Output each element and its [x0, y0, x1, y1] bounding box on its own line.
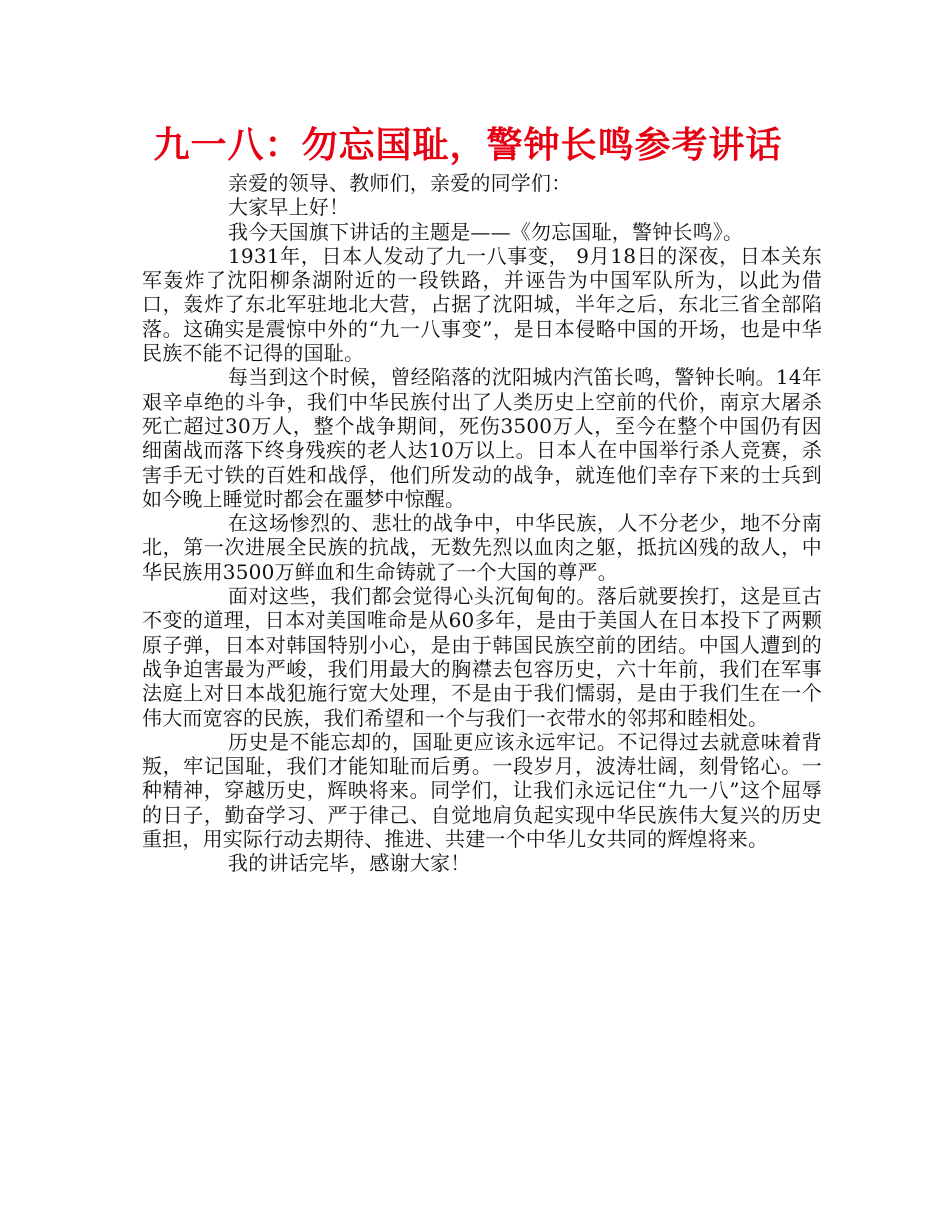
document-title: 九一八：勿忘国耻，警钟长鸣参考讲话 [153, 125, 783, 166]
paragraph-closing: 我的讲话完毕，感谢大家！ [228, 851, 471, 876]
paragraph-14-years-struggle: 每当到这个时候，曾经陷落的沈阳城内汽笛长鸣，警钟长响。14年艰辛卓绝的斗争，我们中华民族付出了人类历史上空前的代价，南京大屠杀死亡超过30万人，整个战争期间，死伤3500万人，至今在整个中国仍有因细菌战而落下终身残疾的老人达10万以上。日本人在中国举行杀人竞赛，杀害手无寸铁的百姓和战俘，他们所发动的战争，就连他们幸存下来的士兵到如今晚上睡觉时都会在噩梦中惊醒。 [142, 365, 822, 511]
paragraph-greeting: 大家早上好！ [228, 195, 350, 220]
document-page [142, 124, 822, 876]
paragraph-topic: 我今天国旗下讲话的主题是——《勿忘国耻，警钟长鸣》。 [228, 219, 744, 244]
paragraph-1931-event: 1931年，日本人发动了九一八事变， 9月18日的深夜，日本关东军轰炸了沈阳柳条湖附近的一段铁路，并诬告为中国军队所为，以此为借口，轰炸了东北军驻地北大营，占据了沈阳城，半年之后，东北三省全部陷落。这确实是震惊中外的“九一八事变”，是日本侵略中国的开场，也是中华民族不能不记得的国耻。 [142, 243, 822, 366]
paragraph-remember-history: 历史是不能忘却的，国耻更应该永远牢记。不记得过去就意味着背叛，牢记国耻，我们才能知耻而后勇。一段岁月，波涛壮阔，刻骨铭心。一种精神，穿越历史，辉映将来。同学们，让我们永远记住“九一八”这个屈辱的日子，勤奋学习、严于律己、自觉地肩负起实现中华民族伟大复兴的历史重担，用实际行动去期待、推进、共建一个中华儿女共同的辉煌将来。 [142, 729, 822, 852]
paragraph-national-resistance: 在这场惨烈的、悲壮的战争中，中华民族，人不分老少，地不分南北，第一次进展全民族的抗战，无数先烈以血肉之躯，抵抗凶残的敌人，中华民族用3500万鲜血和生命铸就了一个大国的尊严。 [142, 511, 822, 584]
paragraph-reflection: 面对这些，我们都会觉得心头沉甸甸的。落后就要挨打，这是亘古不变的道理，日本对美国唯命是从60多年，是由于美国人在日本投下了两颗原子弹，日本对韩国特别小心，是由于韩国民族空前的团结。中国人遭到的战争迫害最为严峻，我们用最大的胸襟去包容历史，六十年前，我们在军事法庭上对日本战犯施行宽大处理，不是由于我们懦弱，是由于我们生在一个伟大而宽容的民族，我们希望和一个与我们一衣带水的邻邦和睦相处。 [142, 584, 822, 730]
paragraph-salutation: 亲爱的领导、教师们，亲爱的同学们： [228, 171, 572, 195]
